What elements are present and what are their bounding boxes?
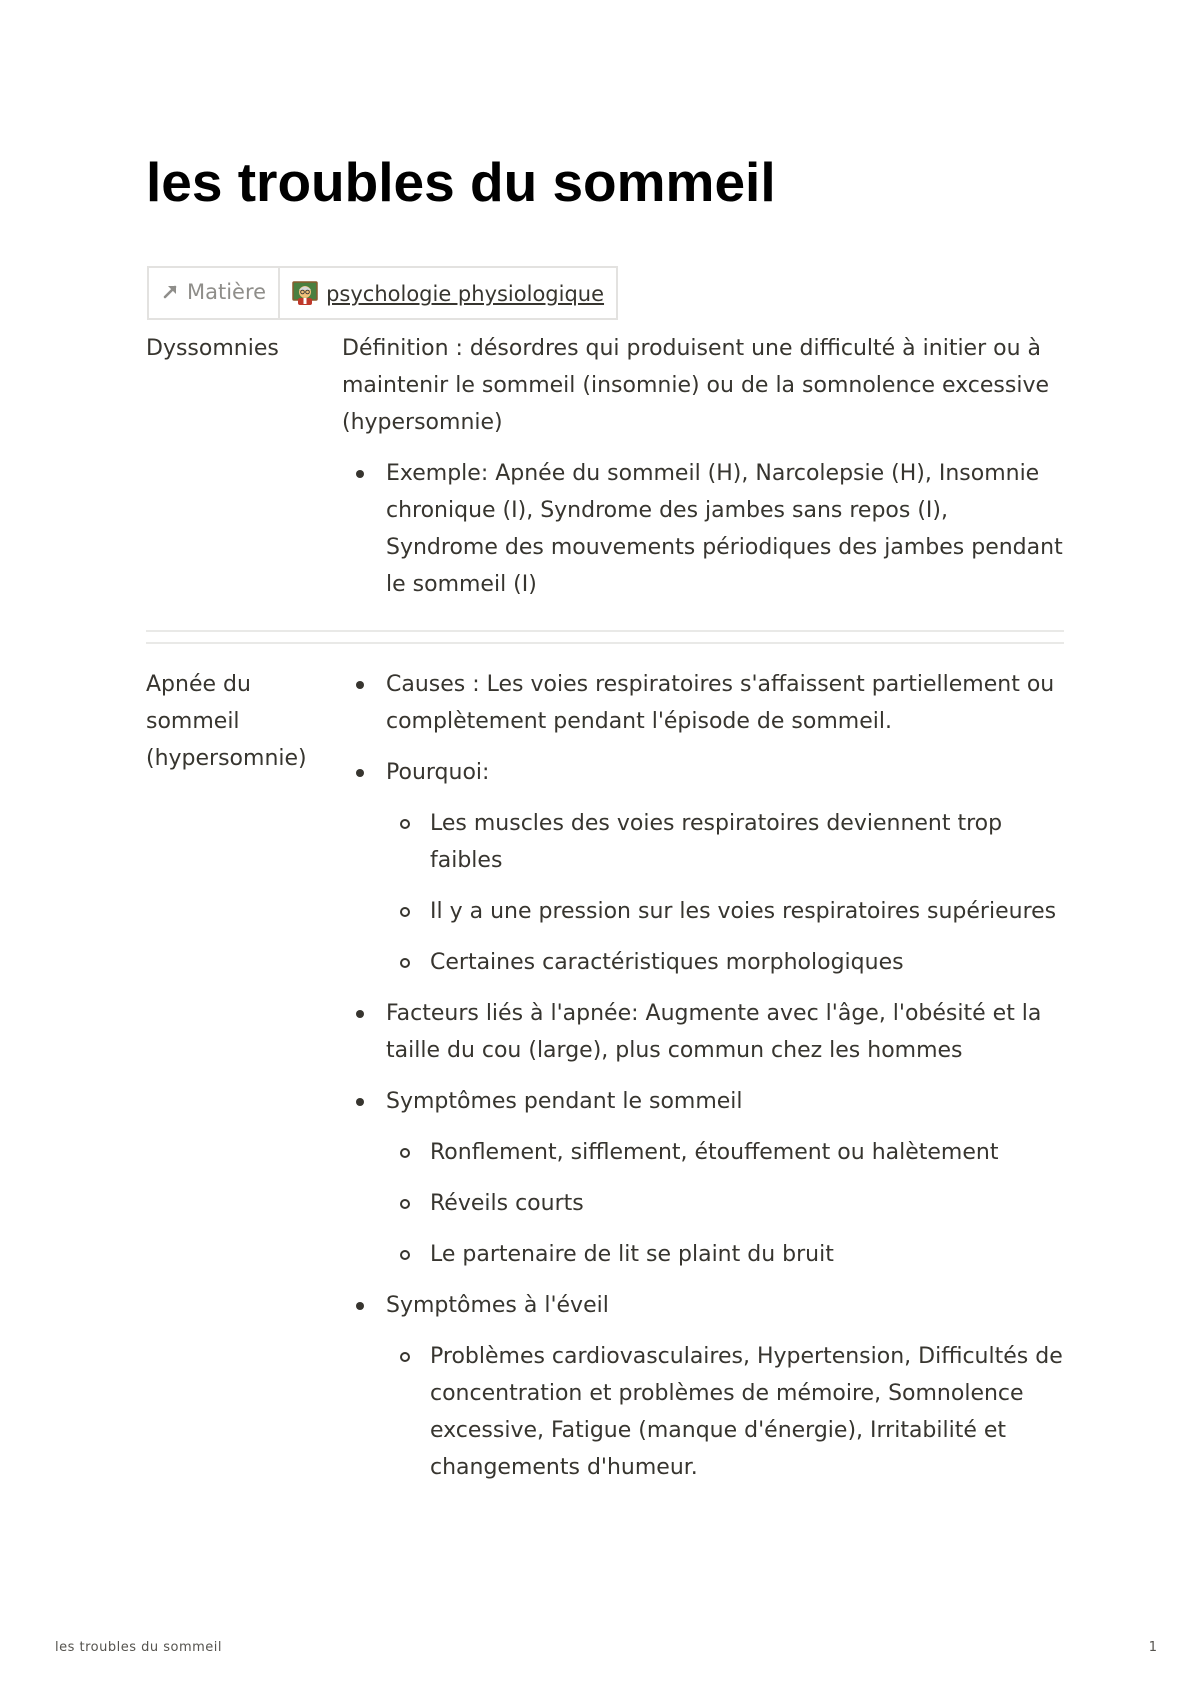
list-item-text: Pourquoi: [386, 760, 490, 785]
row-label: Apnée du sommeil (hypersomnie) [146, 672, 307, 771]
property-value-cell[interactable] [279, 267, 617, 319]
properties-table [147, 266, 618, 320]
divider [146, 630, 1064, 632]
arrow-up-right-icon [161, 281, 181, 306]
sub-list-item: Il y a une pression sur les voies respiratoires supérieures [386, 893, 1064, 930]
list-item-text: Symptômes à l'éveil [386, 1293, 609, 1318]
list-item [342, 995, 1064, 1069]
page-title: les troubles du sommeil [146, 151, 776, 213]
list-item [342, 666, 1064, 740]
list-item [342, 754, 1064, 981]
sub-bullet-list [386, 1338, 1064, 1486]
list-item-text: Causes : Les voies respiratoires s'affaissent partiellement ou complètement pendant l'épisode de sommeil. [386, 672, 1055, 734]
divider [146, 642, 1064, 644]
sub-bullet-list [386, 1134, 1064, 1273]
definition-text: Définition : désordres qui produisent une difficulté à initier ou à maintenir le sommeil (insomnie) ou de la somnolence excessive (hypersomnie) [342, 336, 1050, 435]
sub-list-item: Les muscles des voies respiratoires deviennent trop faibles [386, 805, 1064, 879]
property-value-link[interactable]: psychologie physiologique [326, 282, 605, 306]
list-item: Exemple: Apnée du sommeil (H), Narcolepsie (H), Insomnie chronique (I), Syndrome des jambes sans repos (I), Syndrome des mouvements périodiques des jambes pendant le sommeil (I) [342, 455, 1064, 603]
property-name-label: Matière [187, 280, 267, 304]
bullet-list [342, 455, 1064, 603]
sub-list-item: Certaines caractéristiques morphologiques [386, 944, 1064, 981]
sub-list-item: Ronflement, sifflement, étouffement ou halètement [386, 1134, 1064, 1171]
property-row [148, 267, 617, 319]
footer-title: les troubles du sommeil [55, 1640, 223, 1655]
row-label: Dyssomnies [146, 336, 279, 361]
footer-page-number: 1 [1148, 1640, 1157, 1655]
list-item [342, 1083, 1064, 1273]
sub-bullet-list [386, 805, 1064, 981]
sub-list-item: Le partenaire de lit se plaint du bruit [386, 1236, 1064, 1273]
teacher-emoji-icon [292, 280, 318, 306]
list-item [342, 1287, 1064, 1486]
list-item-text: Symptômes pendant le sommeil [386, 1089, 743, 1114]
sub-list-item: Problèmes cardiovasculaires, Hypertension, Difficultés de concentration et problèmes de mémoire, Somnolence excessive, Fatigue (manque d'énergie), Irritabilité et changements d'humeur. [386, 1338, 1064, 1486]
row-content [342, 330, 1064, 617]
property-name-cell [148, 267, 279, 319]
row-content [342, 666, 1064, 1500]
bullet-list [342, 666, 1064, 1486]
list-item-text: Facteurs liés à l'apnée: Augmente avec l'âge, l'obésité et la taille du cou (large), plus commun chez les hommes [386, 1001, 1042, 1063]
sub-list-item: Réveils courts [386, 1185, 1064, 1222]
